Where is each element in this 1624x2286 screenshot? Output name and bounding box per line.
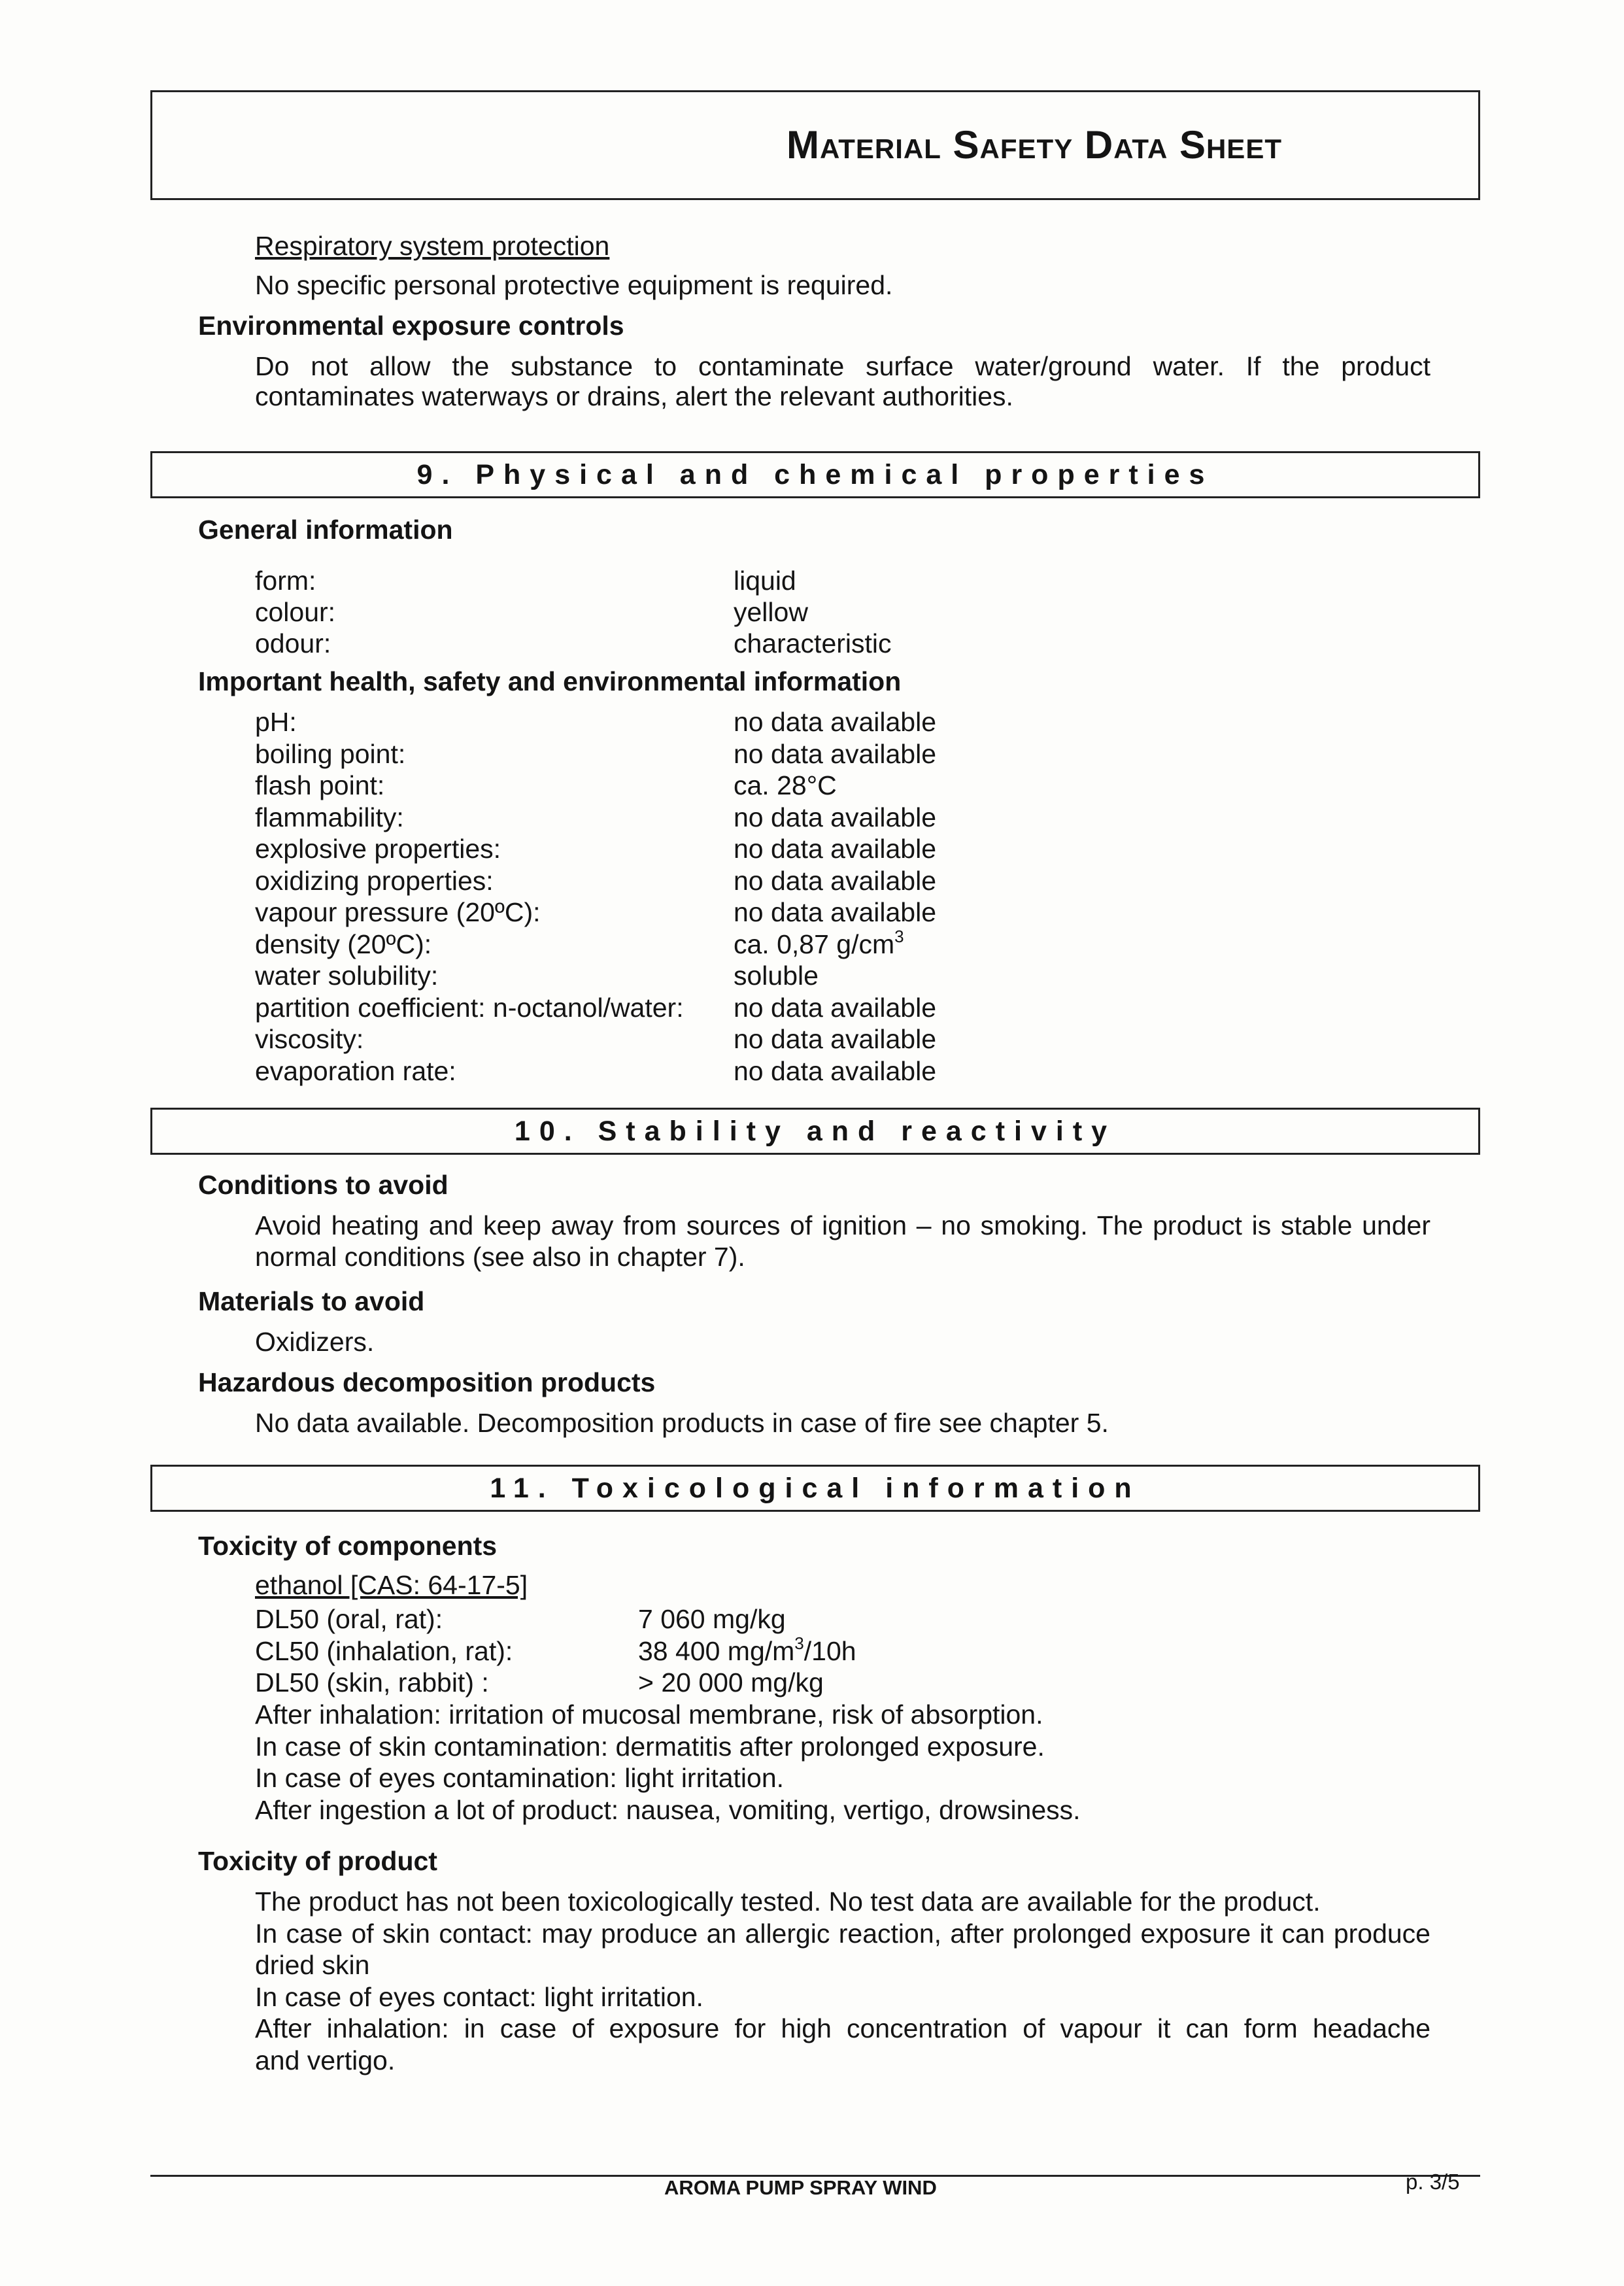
property-value: soluble	[734, 961, 819, 991]
section-11-title: 11. Toxicological information	[490, 1473, 1141, 1504]
property-value: no data available	[734, 802, 937, 832]
document-header	[150, 90, 1480, 200]
property-label: density (20ºC):	[255, 929, 432, 959]
property-value: no data available	[734, 897, 937, 927]
section-11-heading	[150, 1465, 1480, 1512]
product-toxicity-line: The product has not been toxicologically tested. No test data are available for the product.	[255, 1886, 1321, 1917]
property-value: no data available	[734, 865, 937, 896]
materials-to-avoid-text: Oxidizers.	[255, 1327, 375, 1357]
property-label: flash point:	[255, 770, 385, 800]
toxicity-effect-line: After ingestion a lot of product: nausea, vomiting, vertigo, drowsiness.	[255, 1794, 1081, 1825]
property-value: ca. 0,87 $g/cm^3$	[734, 926, 904, 959]
property-label: evaporation rate:	[255, 1055, 456, 1086]
property-label: water solubility:	[255, 961, 439, 991]
toxicity-value: 38 400 $mg/m^3/10h$	[638, 1633, 856, 1666]
materials-to-avoid-heading: Materials to avoid	[198, 1286, 425, 1316]
property-value: ca. 28°C	[734, 770, 837, 800]
property-value: no data available	[734, 992, 937, 1023]
hazardous-decomposition-heading: Hazardous decomposition products	[198, 1367, 656, 1397]
product-toxicity-line: In case of skin contact: may produce an allergic reaction, after prolonged exposure it can produce	[255, 1918, 1430, 1949]
property-value: yellow	[734, 597, 808, 627]
property-label: vapour pressure (20ºC):	[255, 897, 541, 927]
conditions-to-avoid-line-2: normal conditions (see also in chapter 7).	[255, 1242, 745, 1272]
property-value: no data available	[734, 707, 937, 737]
footer-document-name: AROMA PUMP SPRAY WIND	[664, 2176, 937, 2199]
product-toxicity-line: In case of eyes contact: light irritation.	[255, 1981, 703, 2012]
important-information-heading: Important health, safety and environmental information	[198, 666, 902, 696]
section-9-title: 9. Physical and chemical properties	[416, 459, 1214, 490]
toxicity-value: 7 060 mg/kg	[638, 1604, 786, 1634]
toxicity-effect-line: After inhalation: irritation of mucosal membrane, risk of absorption.	[255, 1699, 1043, 1730]
property-value: characteristic	[734, 628, 892, 658]
environmental-exposure-heading: Environmental exposure controls	[198, 311, 624, 341]
toxicity-of-components-heading: Toxicity of components	[198, 1531, 498, 1561]
respiratory-protection-text: No specific personal protective equipment is required.	[255, 270, 893, 300]
property-value: no data available	[734, 834, 937, 864]
superscript: 3	[794, 1633, 804, 1653]
environmental-exposure-line-1: Do not allow the substance to contaminate surface water/ground water. If the product	[255, 351, 1430, 381]
property-label: pH:	[255, 707, 297, 737]
section-9-heading	[150, 451, 1480, 498]
toxicity-label: CL50 (inhalation, rat):	[255, 1635, 513, 1666]
property-label: partition coefficient: n-octanol/water:	[255, 992, 684, 1023]
property-value: no data available	[734, 738, 937, 769]
conditions-to-avoid-line-1: Avoid heating and keep away from sources of ignition – no smoking. The product is stable under	[255, 1210, 1430, 1240]
property-label: boiling point:	[255, 738, 406, 769]
document-title: Material Safety Data Sheet	[787, 123, 1282, 167]
property-value: liquid	[734, 566, 796, 596]
hazardous-decomposition-text: No data available. Decomposition products in case of fire see chapter 5.	[255, 1408, 1109, 1438]
substance-name: ethanol [CAS: 64-17-5]	[255, 1570, 528, 1600]
product-toxicity-line: dried skin	[255, 1950, 370, 1980]
section-10-heading	[150, 1108, 1480, 1155]
environmental-exposure-line-2: contaminates waterways or drains, alert the relevant authorities.	[255, 381, 1013, 411]
property-label: flammability:	[255, 802, 404, 832]
toxicity-effect-line: In case of skin contamination: dermatitis after prolonged exposure.	[255, 1731, 1045, 1762]
product-toxicity-line: and vertigo.	[255, 2045, 396, 2075]
product-toxicity-line: After inhalation: in case of exposure for high concentration of vapour it can form headache	[255, 2013, 1430, 2043]
respiratory-protection-heading: Respiratory system protection	[255, 231, 610, 261]
property-label: odour:	[255, 628, 331, 658]
toxicity-value: > 20 000 mg/kg	[638, 1667, 824, 1697]
property-label: colour:	[255, 597, 336, 627]
toxicity-label: DL50 (oral, rat):	[255, 1604, 443, 1634]
general-information-heading: General information	[198, 515, 453, 545]
section-10-title: 10. Stability and reactivity	[514, 1116, 1117, 1147]
superscript: 3	[894, 926, 904, 946]
footer-page-number: p. 3/5	[1406, 2170, 1460, 2194]
toxicity-label: DL50 (skin, rabbit) :	[255, 1667, 489, 1697]
property-label: oxidizing properties:	[255, 865, 494, 896]
conditions-to-avoid-heading: Conditions to avoid	[198, 1170, 448, 1200]
property-label: explosive properties:	[255, 834, 501, 864]
property-value: no data available	[734, 1055, 937, 1086]
toxicity-of-product-heading: Toxicity of product	[198, 1846, 437, 1876]
property-value: no data available	[734, 1024, 937, 1054]
toxicity-effect-line: In case of eyes contamination: light irritation.	[255, 1763, 785, 1793]
property-label: form:	[255, 566, 316, 596]
property-label: viscosity:	[255, 1024, 364, 1054]
